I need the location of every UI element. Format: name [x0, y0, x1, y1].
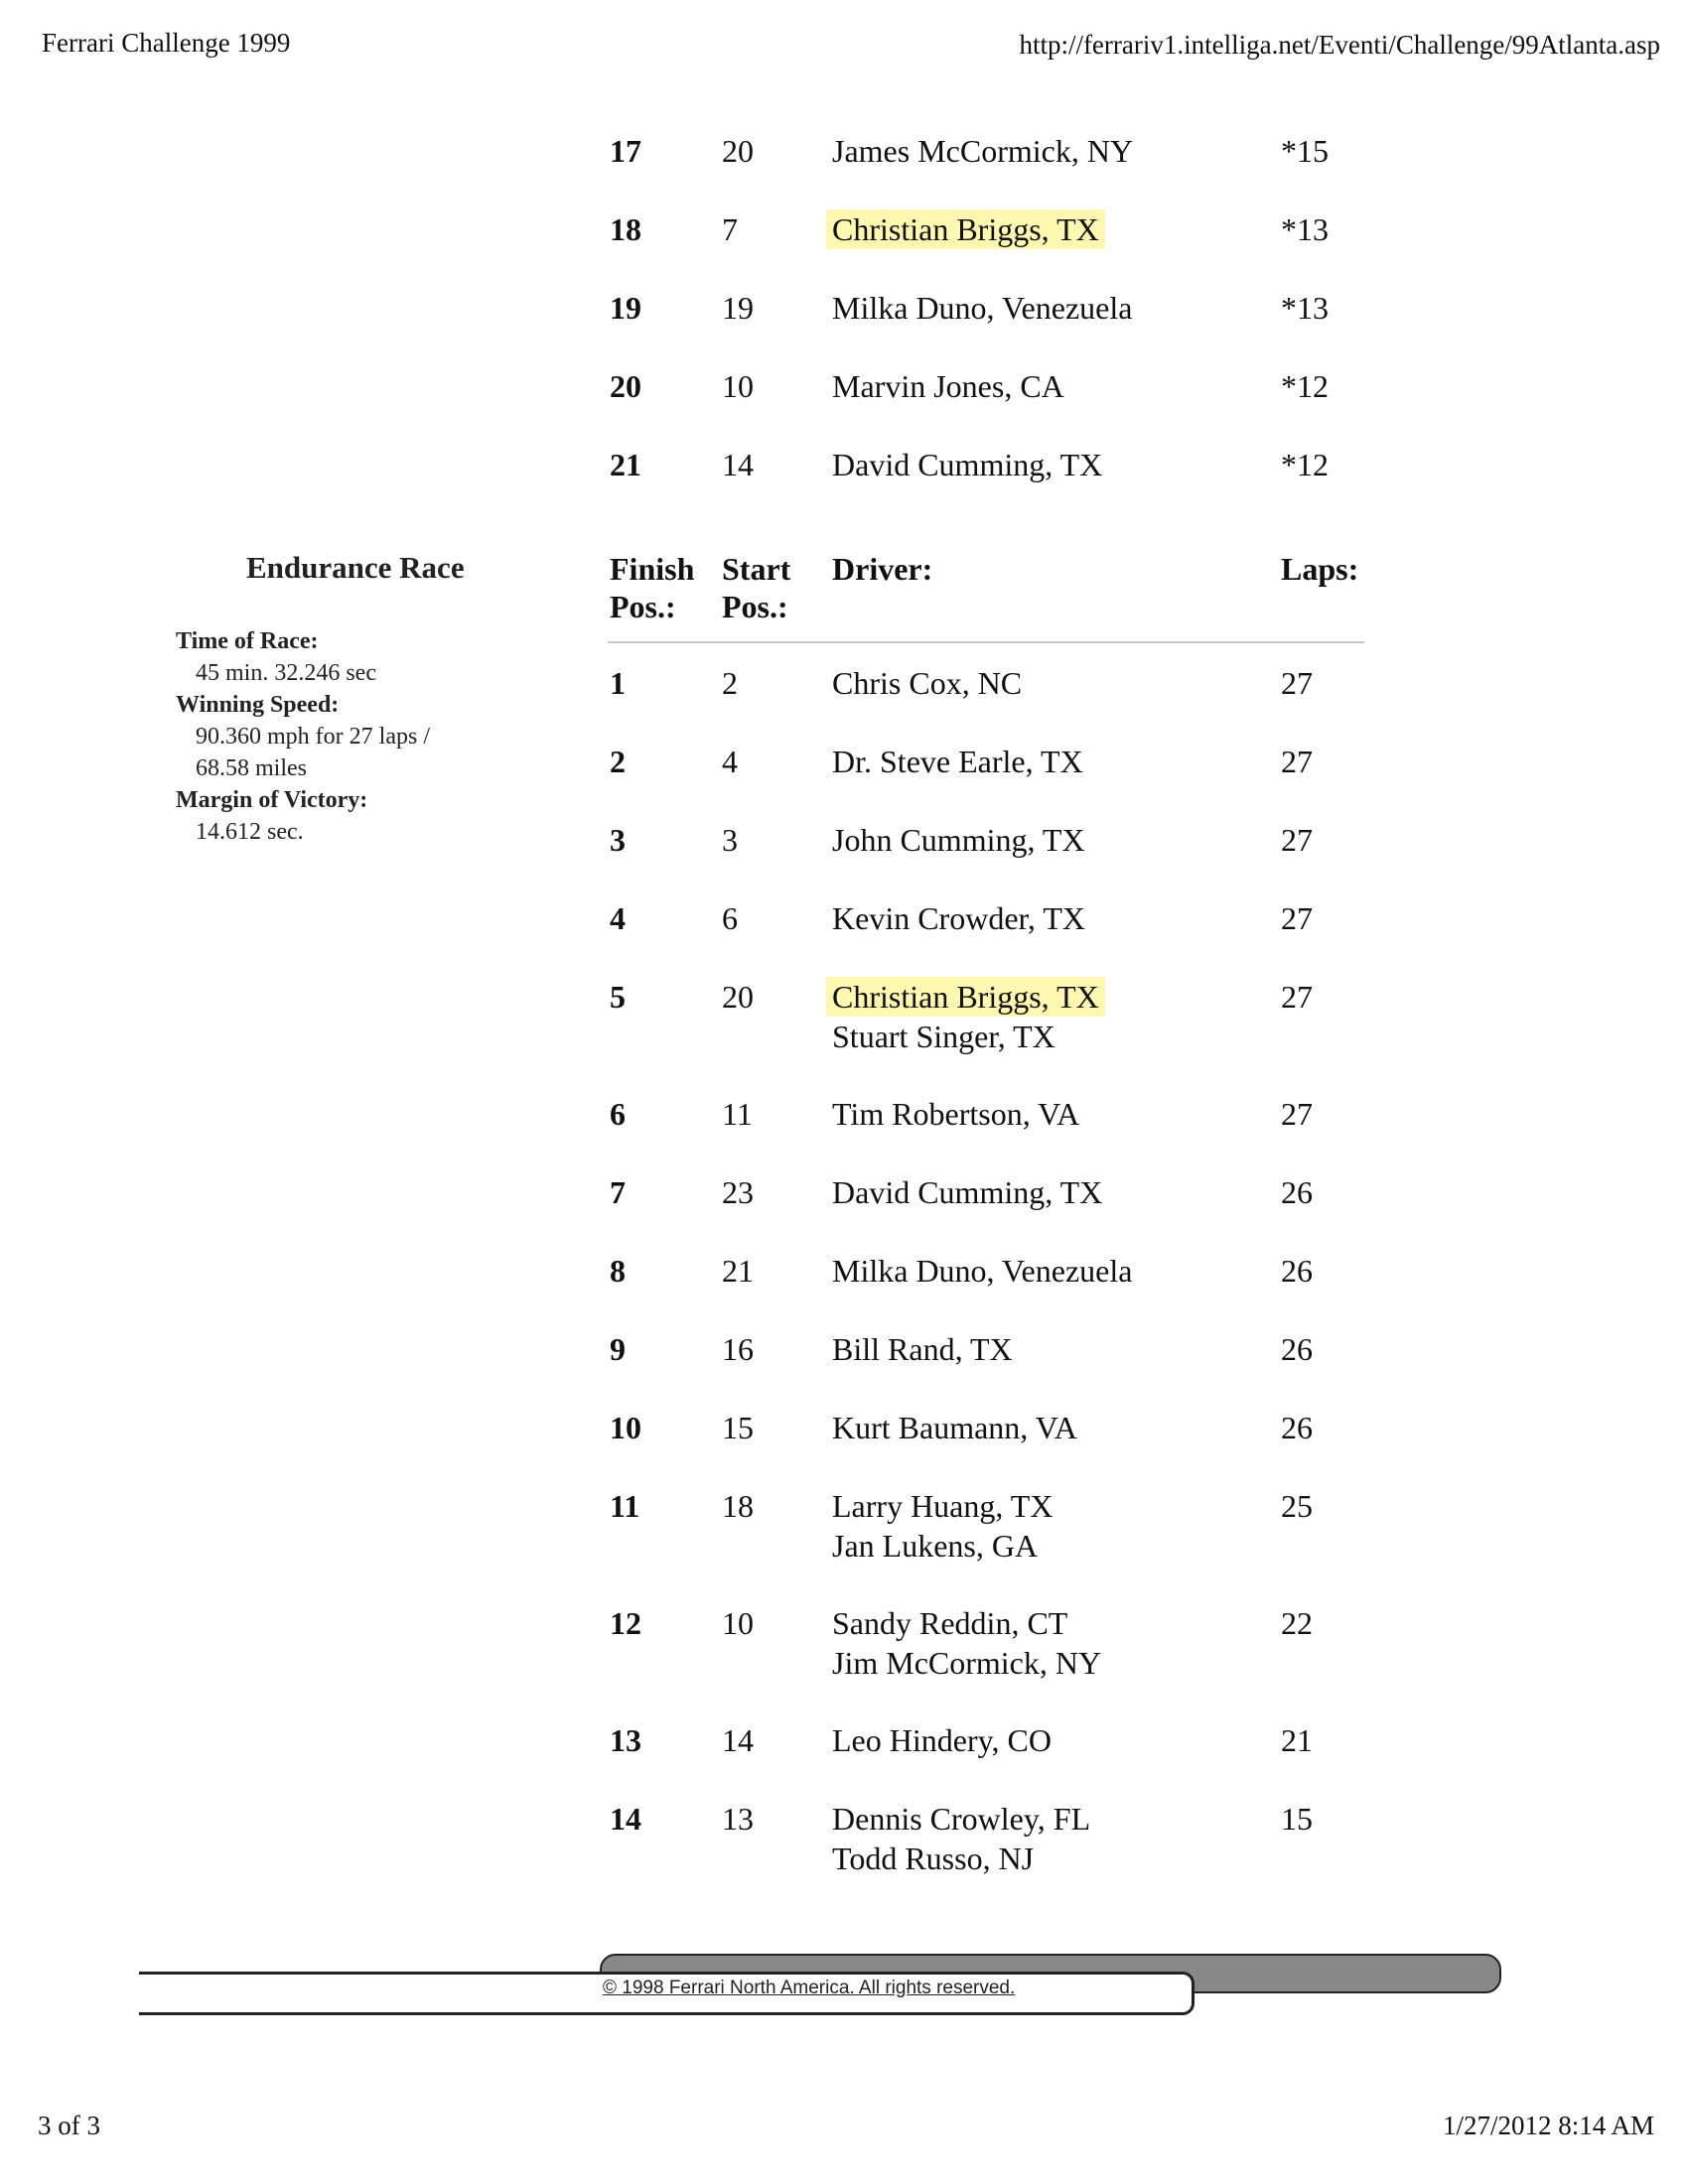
driver-name-text: Marvin Jones, CA — [832, 368, 1064, 404]
margin-of-victory-label: Margin of Victory: — [176, 787, 368, 813]
laps: 27 — [1281, 979, 1313, 1015]
start-position: 2 — [722, 665, 738, 701]
column-header-start-line2: Pos.: — [722, 589, 788, 624]
laps: 22 — [1281, 1605, 1313, 1641]
column-header-laps: Laps: — [1281, 551, 1359, 587]
column-header-finish — [610, 550, 694, 625]
margin-of-victory-value: 14.612 sec. — [196, 819, 304, 845]
driver-name — [832, 1643, 1101, 1683]
driver-name-text: James McCormick, NY — [832, 133, 1134, 169]
driver-names — [832, 663, 1022, 703]
finish-position: 12 — [610, 1605, 641, 1641]
driver-name-text: David Cumming, TX — [832, 447, 1103, 482]
finish-position: 7 — [610, 1174, 626, 1210]
laps: *13 — [1281, 211, 1329, 247]
laps: 15 — [1281, 1801, 1313, 1837]
column-header-start-line1: Start — [722, 551, 791, 587]
driver-name — [832, 1094, 1079, 1134]
driver-name — [832, 1017, 1105, 1056]
driver-name-text: Leo Hindery, CO — [832, 1722, 1052, 1758]
driver-name-text: Tim Robertson, VA — [832, 1096, 1080, 1132]
driver-name-text: Christian Briggs, TX — [826, 209, 1105, 249]
finish-position: 6 — [610, 1096, 626, 1132]
finish-position: 19 — [610, 290, 641, 326]
start-position: 20 — [722, 979, 754, 1015]
race-info — [176, 625, 430, 848]
driver-name-text: Larry Huang, TX — [832, 1488, 1054, 1524]
driver-name — [832, 898, 1085, 938]
driver-name-text: Kurt Baumann, VA — [832, 1410, 1077, 1445]
start-position: 20 — [722, 133, 754, 169]
endurance-race-title: Endurance Race — [246, 550, 465, 585]
start-position: 23 — [722, 1174, 754, 1210]
driver-names — [832, 1329, 1013, 1369]
start-position: 14 — [722, 447, 754, 482]
finish-position: 4 — [610, 900, 626, 936]
laps: 26 — [1281, 1253, 1313, 1289]
print-timestamp: 1/27/2012 8:14 AM — [1442, 2111, 1654, 2140]
start-position: 19 — [722, 290, 754, 326]
driver-names — [832, 1172, 1102, 1212]
start-position: 4 — [722, 744, 738, 779]
laps: 27 — [1281, 744, 1313, 779]
driver-name-text: Kevin Crowder, TX — [832, 900, 1085, 936]
driver-names — [832, 1251, 1132, 1291]
driver-name — [832, 1526, 1053, 1566]
driver-name-text: Dennis Crowley, FL — [832, 1801, 1091, 1837]
print-header-url: http://ferrariv1.intelliga.net/Eventi/Challenge/99Atlanta.asp — [1019, 30, 1660, 60]
driver-name — [832, 977, 1105, 1017]
laps: *12 — [1281, 447, 1329, 482]
driver-name-text: David Cumming, TX — [832, 1174, 1103, 1210]
driver-names — [832, 366, 1064, 406]
winning-speed-value-miles: 68.58 miles — [196, 755, 307, 781]
time-of-race-value: 45 min. 32.246 sec — [196, 660, 376, 686]
driver-names — [832, 1799, 1090, 1878]
start-position: 16 — [722, 1331, 754, 1367]
driver-name — [832, 366, 1064, 406]
laps: *15 — [1281, 133, 1329, 169]
start-position: 11 — [722, 1096, 753, 1132]
driver-name-text: Milka Duno, Venezuela — [832, 1253, 1133, 1289]
driver-names — [832, 1603, 1101, 1683]
laps: 25 — [1281, 1488, 1313, 1524]
column-header-finish-line2: Pos.: — [610, 589, 676, 624]
winning-speed-label: Winning Speed: — [176, 692, 340, 718]
driver-names — [832, 131, 1133, 171]
column-header-driver: Driver: — [832, 551, 933, 587]
copyright-link[interactable]: © 1998 Ferrari North America. All rights reserved. — [603, 1978, 1016, 1998]
finish-position: 10 — [610, 1410, 641, 1445]
winning-speed-value: 90.360 mph for 27 laps / — [196, 724, 430, 750]
finish-position: 21 — [610, 447, 641, 482]
laps: 26 — [1281, 1174, 1313, 1210]
start-position: 10 — [722, 1605, 754, 1641]
driver-names — [832, 1408, 1077, 1447]
start-position: 18 — [722, 1488, 754, 1524]
driver-name — [832, 288, 1132, 328]
finish-position: 9 — [610, 1331, 626, 1367]
start-position: 10 — [722, 368, 754, 404]
driver-names — [832, 288, 1132, 328]
driver-name — [832, 663, 1022, 703]
start-position: 13 — [722, 1801, 754, 1837]
start-position: 15 — [722, 1410, 754, 1445]
driver-name — [832, 1486, 1053, 1526]
driver-names — [832, 977, 1105, 1056]
start-position: 21 — [722, 1253, 754, 1289]
start-position: 6 — [722, 900, 738, 936]
driver-names — [832, 445, 1102, 484]
driver-name — [832, 1720, 1052, 1760]
driver-name-text: Sandy Reddin, CT — [832, 1605, 1068, 1641]
column-header-finish-line1: Finish — [610, 551, 695, 587]
print-header-title: Ferrari Challenge 1999 — [42, 28, 291, 58]
driver-names — [832, 209, 1105, 249]
driver-name-text: Chris Cox, NC — [832, 665, 1023, 701]
driver-name-text: Christian Briggs, TX — [826, 977, 1105, 1017]
start-position: 3 — [722, 822, 738, 858]
driver-names — [832, 742, 1083, 781]
finish-position: 11 — [610, 1488, 640, 1524]
driver-names — [832, 1486, 1053, 1566]
laps: 27 — [1281, 822, 1313, 858]
finish-position: 5 — [610, 979, 626, 1015]
laps: 26 — [1281, 1410, 1313, 1445]
page-number: 3 of 3 — [38, 2111, 100, 2140]
finish-position: 2 — [610, 744, 626, 779]
driver-name — [832, 209, 1105, 249]
laps: *12 — [1281, 368, 1329, 404]
finish-position: 20 — [610, 368, 641, 404]
driver-name-text: Todd Russo, NJ — [832, 1841, 1035, 1876]
driver-name — [832, 1251, 1132, 1291]
finish-position: 3 — [610, 822, 626, 858]
finish-position: 14 — [610, 1801, 641, 1837]
laps: 27 — [1281, 1096, 1313, 1132]
driver-name — [832, 820, 1085, 860]
finish-position: 17 — [610, 133, 641, 169]
driver-names — [832, 898, 1085, 938]
driver-name-text: Dr. Steve Earle, TX — [832, 744, 1083, 779]
driver-name — [832, 1603, 1101, 1643]
driver-name-text: Jan Lukens, GA — [832, 1528, 1039, 1564]
driver-name — [832, 1799, 1090, 1839]
driver-name-text: Bill Rand, TX — [832, 1331, 1013, 1367]
driver-name — [832, 445, 1102, 484]
driver-name-text: Milka Duno, Venezuela — [832, 290, 1133, 326]
driver-name — [832, 131, 1133, 171]
driver-name-text: Jim McCormick, NY — [832, 1645, 1102, 1681]
start-position: 14 — [722, 1722, 754, 1758]
finish-position: 8 — [610, 1253, 626, 1289]
laps: 26 — [1281, 1331, 1313, 1367]
finish-position: 18 — [610, 211, 641, 247]
driver-name — [832, 1329, 1013, 1369]
driver-name-text: Stuart Singer, TX — [832, 1019, 1055, 1054]
laps: 27 — [1281, 900, 1313, 936]
time-of-race-label: Time of Race: — [176, 628, 319, 654]
finish-position: 1 — [610, 665, 626, 701]
finish-position: 13 — [610, 1722, 641, 1758]
driver-name — [832, 1839, 1090, 1878]
driver-name-text: John Cumming, TX — [832, 822, 1085, 858]
driver-name — [832, 1408, 1077, 1447]
header-divider — [608, 641, 1364, 643]
column-header-start — [722, 550, 790, 625]
driver-names — [832, 820, 1085, 860]
laps: 21 — [1281, 1722, 1313, 1758]
driver-names — [832, 1094, 1079, 1134]
start-position: 7 — [722, 211, 738, 247]
laps: 27 — [1281, 665, 1313, 701]
driver-names — [832, 1720, 1052, 1760]
laps: *13 — [1281, 290, 1329, 326]
driver-name — [832, 1172, 1102, 1212]
driver-name — [832, 742, 1083, 781]
